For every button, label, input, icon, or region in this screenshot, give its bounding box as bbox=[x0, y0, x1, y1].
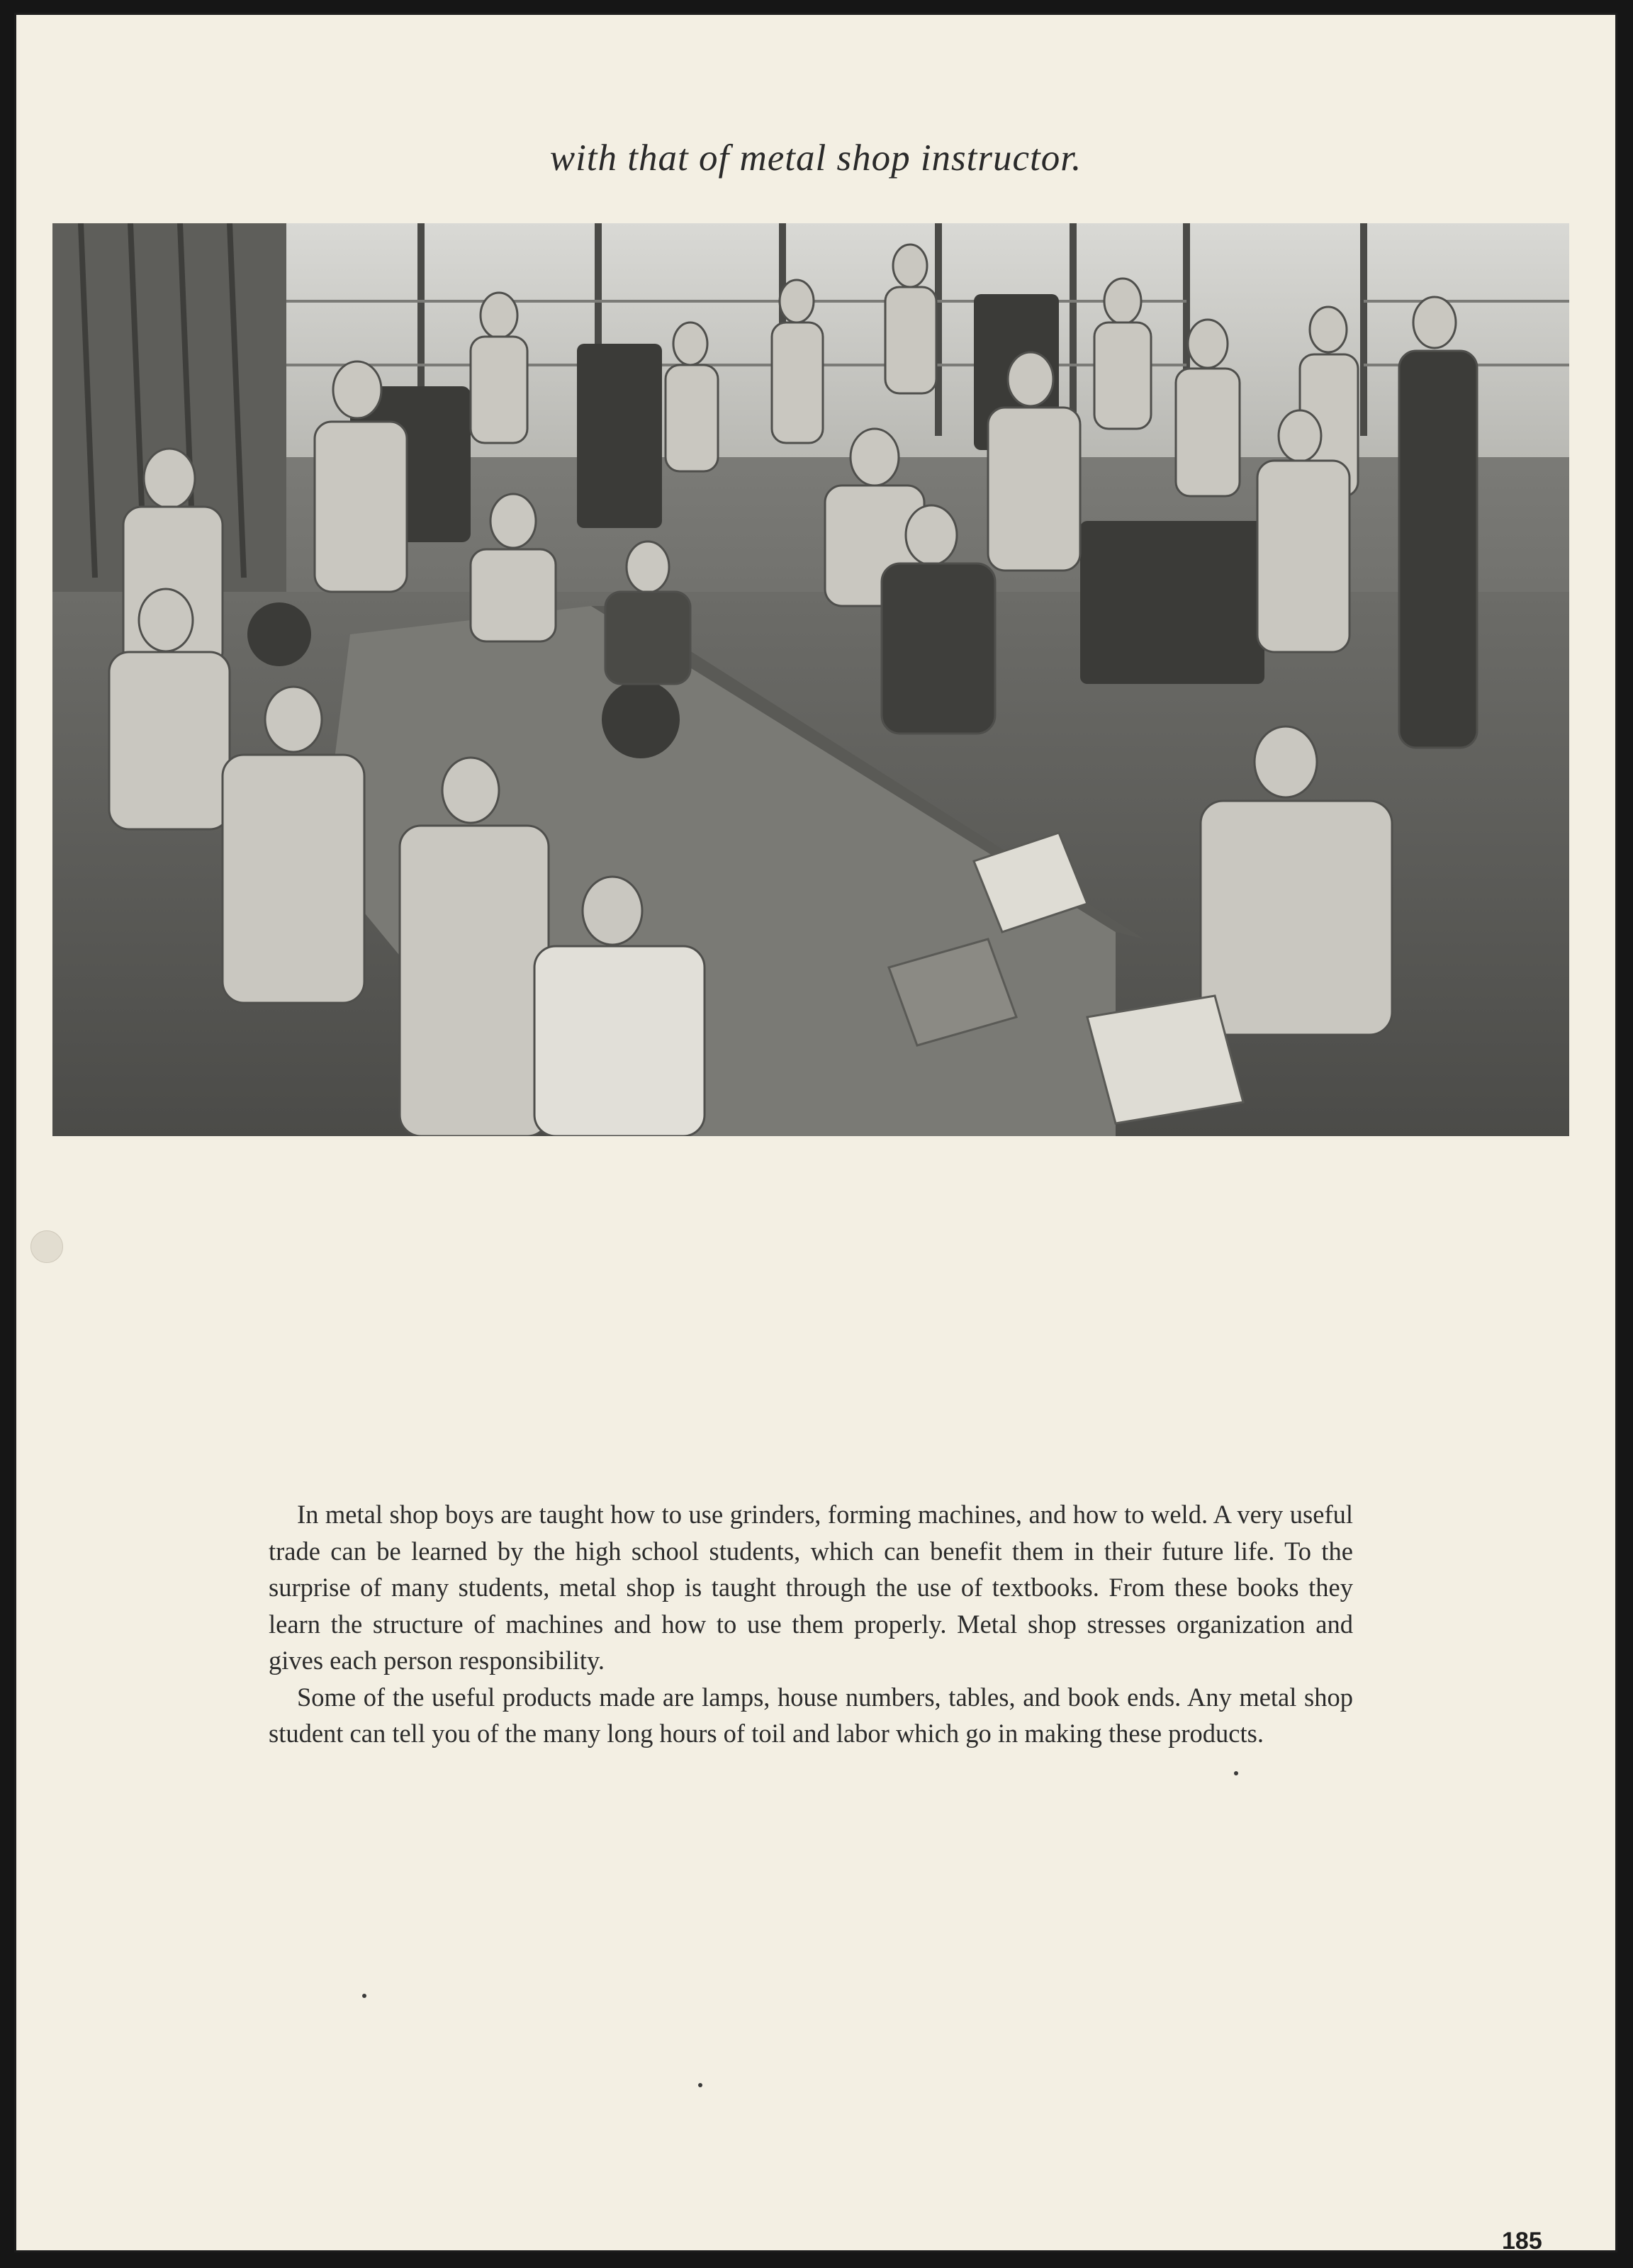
paragraph-2: Some of the useful products made are lamps, house numbers, tables, and book ends. Any metal shop student can tell you of the many long hours of toil and labor which go in making these products. bbox=[269, 1682, 1353, 1748]
paper-blemish bbox=[30, 1230, 63, 1263]
photograph-icon bbox=[52, 223, 1569, 1136]
yearbook-page bbox=[14, 13, 1617, 2252]
page-number: 185 bbox=[1502, 2228, 1542, 2252]
metal-shop-photo bbox=[52, 223, 1569, 1136]
ink-speck bbox=[698, 2083, 702, 2087]
page-caption: with that of metal shop instructor. bbox=[549, 137, 1082, 179]
ink-speck bbox=[362, 1994, 366, 1998]
article-body bbox=[269, 1496, 1353, 1752]
ink-speck bbox=[1234, 1771, 1238, 1775]
paragraph-1: In metal shop boys are taught how to use grinders, forming machines, and how to weld. A very useful trade can be learned by the high school students, which can benefit them in their future life. To the surprise of many students, metal shop is taught through the use of textbooks. From these books they learn the structure of machines and how to use them properly. Metal shop stresses organization and gives each person responsibility. bbox=[269, 1500, 1353, 1675]
